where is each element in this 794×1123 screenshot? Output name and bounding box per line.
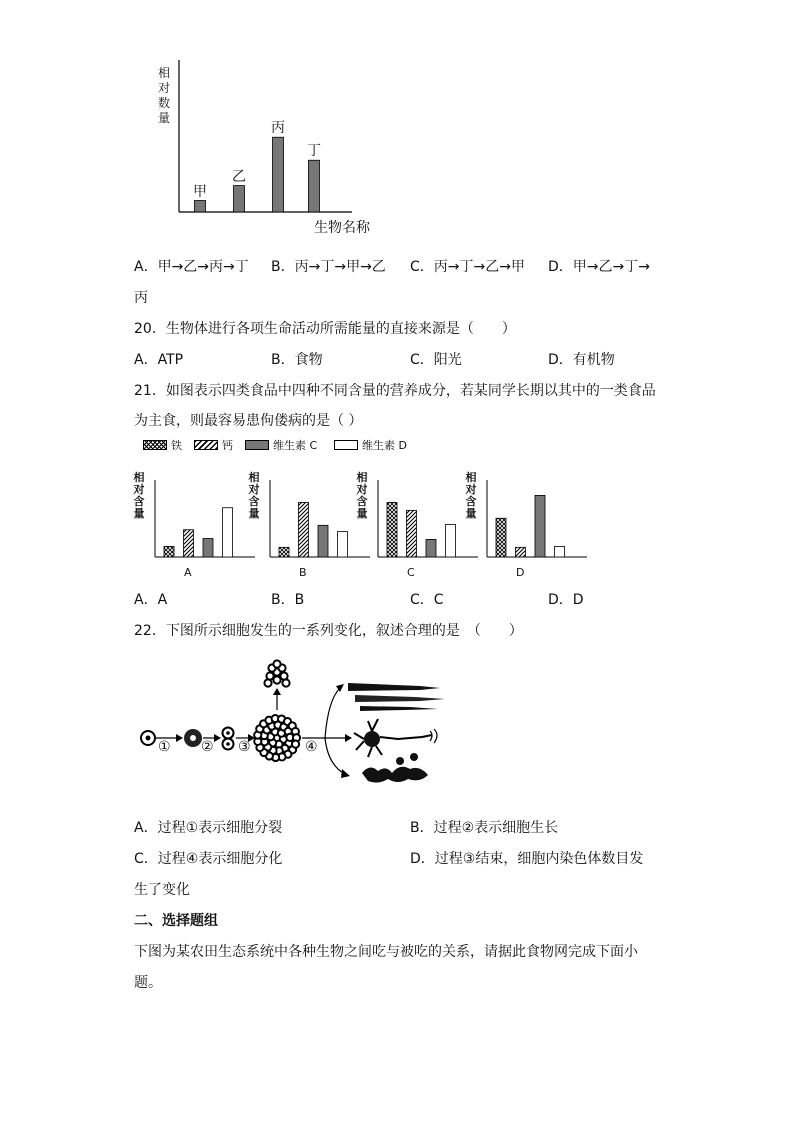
legend-calcium-label: 钙 [222,439,233,452]
q19-option-d-cont: 丙 [134,290,148,306]
muscle-tissue-icon [348,683,445,711]
legend-vitamin-d-swatch [334,440,358,450]
q21-bar [555,546,565,557]
neuron-icon [354,719,437,757]
q21-option-d[interactable]: D．D [548,592,584,608]
q21-bar [164,546,174,557]
q21-y-char: 量 [356,507,368,520]
process-step-label: ① [158,739,171,755]
q21-chart-label: D [516,566,525,579]
q19-bar-label: 丙 [271,120,285,137]
q21-y-label [464,472,478,520]
q21-bar [279,547,289,557]
q20-option-a[interactable]: A．ATP [134,352,184,368]
tissue-cells-icon [362,753,428,783]
q19-option-c[interactable]: C．丙→丁→乙→甲 [410,259,525,275]
legend-vitamin-c-label: 维生素 C [273,439,318,452]
q19-bar [234,186,245,212]
q22-option-a[interactable]: A．过程①表示细胞分裂 [134,820,283,836]
legend-iron [143,437,182,453]
process-step-label: ③ [238,739,251,755]
q21-bar [338,531,348,557]
q21-bar [516,547,526,557]
q21-bar [203,539,213,557]
q21-y-char: 相 [248,471,260,484]
q21-y-char: 对 [465,483,477,496]
q19-y-char: 量 [157,111,170,125]
q21-y-char: 对 [248,483,260,496]
q21-bar [535,495,545,557]
q21-option-c[interactable]: C．C [410,592,444,608]
cell-mass-icon [254,715,300,761]
q21-bar [223,508,233,557]
q21-y-char: 量 [465,507,477,520]
q21-y-label [132,472,146,520]
q21-y-char: 量 [248,507,260,520]
q19-option-a[interactable]: A．甲→乙→丙→丁 [134,259,249,275]
legend-vitamin-c-swatch [245,440,269,450]
q19-x-label: 生物名称 [314,220,370,236]
q19-y-char: 相 [157,66,170,80]
q19-bar [309,160,320,212]
q21-y-char: 含 [356,495,368,508]
q19-y-char: 数 [157,96,170,110]
section-intro-line1: 下图为某农田生态系统中各种生物之间吃与被吃的关系，请据此食物网完成下面小 [134,944,638,960]
q19-chart-svg [0,0,794,240]
q21-y-char: 相 [465,471,477,484]
q19-bar [273,137,284,212]
q21-bar [299,502,309,557]
legend-iron-swatch [143,440,167,450]
q21-y-char: 量 [133,507,145,520]
q19-bar [195,201,206,213]
q21-charts-svg [0,460,794,600]
q19-y-char: 对 [157,81,170,95]
q21-y-char: 含 [248,495,260,508]
process-step-label: ② [201,739,214,755]
q21-option-b[interactable]: B．B [271,592,305,608]
q21-bar [426,539,436,557]
q22-option-b[interactable]: B．过程②表示细胞生长 [410,820,559,836]
q21-bar [318,525,328,557]
q21-y-label [355,472,369,520]
q21-bar [496,518,506,557]
legend-vitamin-d-label: 维生素 D [362,439,407,452]
q21-chart-label: C [407,566,415,579]
section-intro-line2: 题。 [134,975,162,991]
q21-y-char: 相 [133,471,145,484]
q21-y-char: 相 [356,471,368,484]
legend-calcium [194,437,233,453]
grown-cell-icon [184,729,202,747]
q21-y-char: 含 [465,495,477,508]
q21-option-a[interactable]: A．A [134,592,168,608]
q21-y-char: 对 [133,483,145,496]
q22-option-d[interactable]: D．过程③结束，细胞内染色体数目发 [410,851,644,867]
q20-option-b[interactable]: B．食物 [271,352,323,368]
q19-bar-label: 甲 [193,183,207,200]
q22-stem: 22．下图所示细胞发生的一系列变化，叙述合理的是 （ ） [134,623,523,639]
section-heading: 二、选择题组 [134,913,218,929]
q19-option-d[interactable]: D．甲→乙→丁→ [548,259,650,275]
single-cell-icon [141,731,155,745]
q21-y-label [247,472,261,520]
q19-option-b[interactable]: B．丙→丁→甲→乙 [271,259,386,275]
q21-chart-label: B [299,566,307,579]
legend-vitamin-c [245,437,317,453]
q20-option-c[interactable]: C．阳光 [410,352,462,368]
q20-stem: 20．生物体进行各项生命活动所需能量的直接来源是（ ） [134,321,516,337]
q21-bar [184,530,194,557]
divided-cells-icon [223,728,234,750]
q21-y-char: 对 [356,483,368,496]
q21-stem-line1: 21．如图表示四类食品中四种不同含量的营养成分，若某同学长期以其中的一类食品 [134,383,656,399]
process-step-label: ④ [305,739,318,755]
q21-stem-line2: 为主食，则最容易患佝偻病的是（ ） [134,413,363,429]
q19-bar-label: 乙 [232,168,246,185]
cell-process-diagram [0,655,794,805]
q20-option-d[interactable]: D．有机物 [548,352,615,368]
q21-y-char: 含 [133,495,145,508]
top-cell-cluster-icon [264,660,289,686]
q19-bar-label: 丁 [307,143,321,160]
q22-option-c[interactable]: C．过程④表示细胞分化 [134,851,283,867]
legend-iron-label: 铁 [171,439,182,452]
q21-chart-label: A [184,566,192,579]
q22-option-d-cont: 生了变化 [134,882,190,898]
q21-bar [387,502,397,557]
q21-bar [407,510,417,557]
legend-vitamin-d [334,437,407,453]
q21-bar [446,524,456,557]
legend-calcium-swatch [194,440,218,450]
